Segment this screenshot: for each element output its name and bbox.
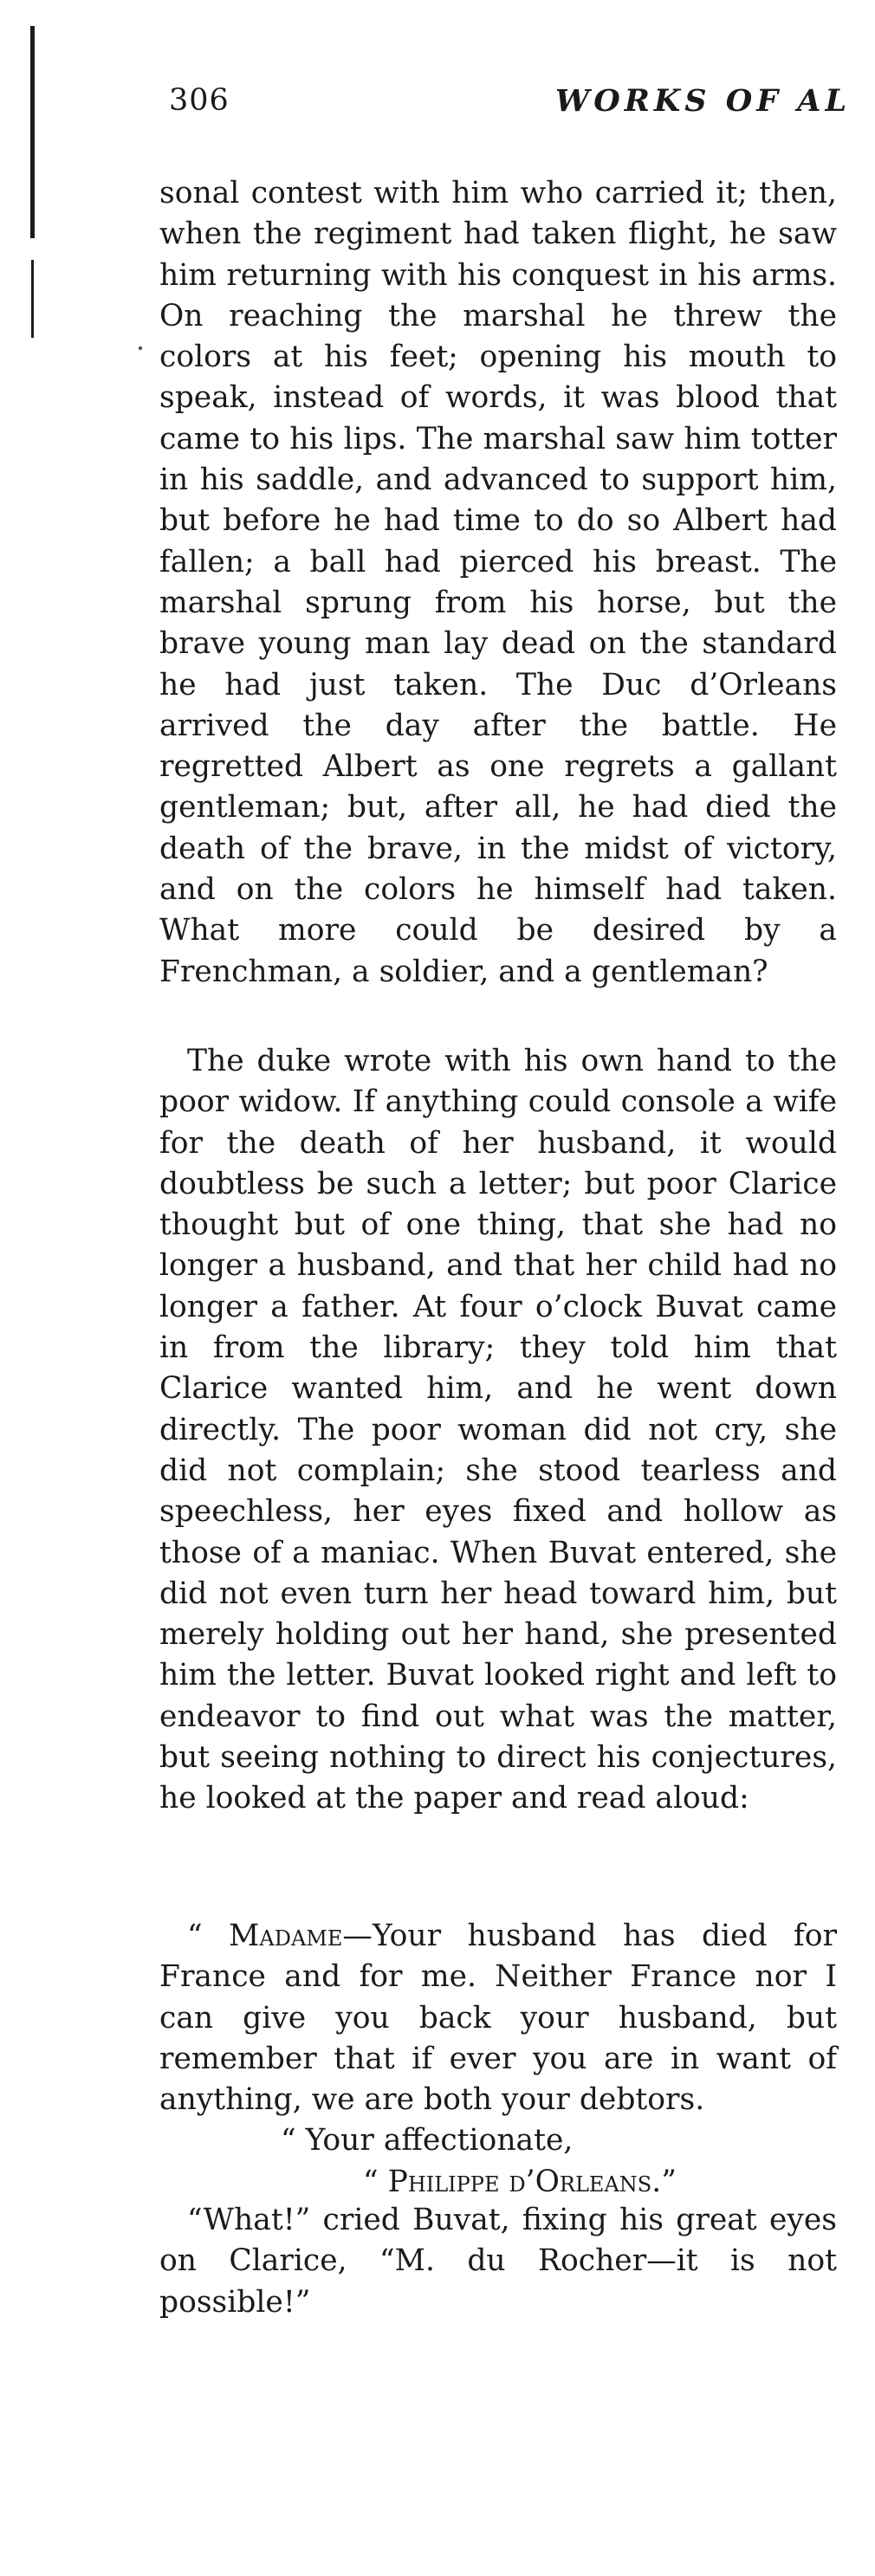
scan-edge-line xyxy=(30,26,35,238)
letter-signature: “ Philippe d’Orleans.” xyxy=(363,2164,677,2199)
paragraph-2-text: The duke wrote with his own hand to the poor widow. If anything could console a wife for the death of her husband, it would doubtless be such a letter; but poor Clarice thought but of one thing, that she had no longer a husband, and that her child had no longer a father. At four o’clock Buvat came in from the library; they told him that Clarice wanted him, and he went down directly. The poor woman did not cry, she did not complain; she stood tearless and speechless, her eyes fixed and hollow as those of a maniac. When Buvat entered, she did not even turn her head toward him, but merely holding out her hand, she presented him the letter. Buvat looked right and left to endeavor to find out what was the matter, but seeing nothing to direct his conjectures, he looked at the paper and read aloud: xyxy=(159,1044,837,1816)
running-title: WORKS OF AL xyxy=(555,83,852,119)
letter-salutation: “ Madame xyxy=(187,1919,343,1953)
quoted-letter xyxy=(159,1916,837,2203)
letter-closing: “ Your affectionate, xyxy=(281,2123,574,2159)
paragraph-1 xyxy=(159,173,837,993)
paragraph-3-text: “What!” cried Buvat, fixing his great eyes on Clarice, “M. du Rocher—it is not possible!” xyxy=(159,2203,837,2320)
paragraph-2 xyxy=(159,1041,837,1820)
page-number: 306 xyxy=(169,83,230,118)
scan-edge-line-lower xyxy=(31,260,34,338)
paragraph-1-text: sonal contest with him who carried it; then, when the regiment had taken flight, he saw him returning with his conquest in his arms. On reaching the marshal he threw the colors at his feet; opening his mouth to speak, instead of words, it was blood that came to his lips. The marshal saw him totter in his saddle, and advanced to support him, but before he had time to do so Albert had fallen; a ball had pierced his breast. The marshal sprung from his horse, but the brave young man lay dead on the standard he had just taken. The Duc d’Orleans arrived the day after the battle. He regretted Albert as one regrets a gallant gentleman; but, after all, he had died the death of the brave, in the midst of victory, and on the colors he himself had taken. What more could be desired by a Frenchman, a soldier, and a gentleman? xyxy=(159,176,837,989)
letter-body-text: —Your husband has died for France and for me. Neither France nor I can give you back your husband, but remember that if ever you are in want of anything, we are both your debtors. xyxy=(159,1919,837,2118)
paragraph-3 xyxy=(159,2200,837,2323)
letter-body xyxy=(159,1916,837,2120)
page-header xyxy=(169,83,875,135)
scan-speck xyxy=(139,346,142,350)
